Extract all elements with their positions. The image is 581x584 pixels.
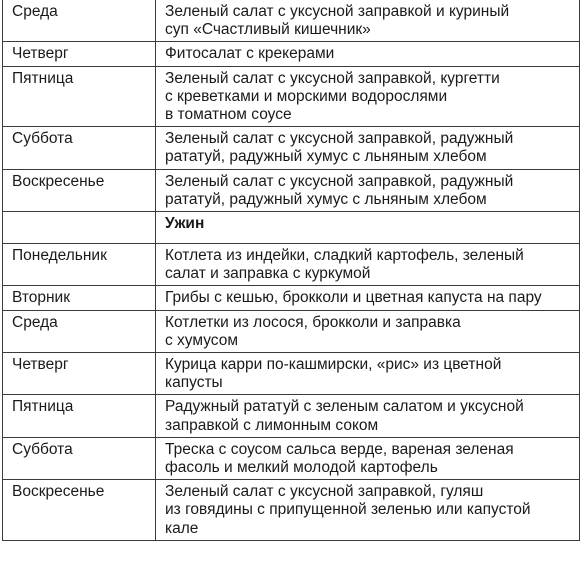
meal-cell bbox=[156, 480, 580, 541]
meal-plan-table bbox=[2, 0, 580, 541]
meal-text-line: Треска с соусом сальса верде, вареная зеленая bbox=[165, 440, 514, 458]
section-empty-cell bbox=[3, 212, 156, 244]
table-row bbox=[3, 310, 580, 352]
meal-text-line: капусты bbox=[165, 374, 223, 392]
section-title: Ужин bbox=[156, 212, 580, 244]
meal-text-line: Зеленый салат с уксусной заправкой, радужный bbox=[165, 130, 514, 148]
meal-text-line: Зеленый салат с уксусной заправкой, радужный bbox=[165, 172, 514, 190]
table-row bbox=[3, 244, 580, 286]
meal-cell bbox=[156, 66, 580, 127]
table-row bbox=[3, 286, 580, 310]
table-row bbox=[3, 169, 580, 211]
meal-text-line: рататуй, радужный хумус с льняным хлебом bbox=[165, 190, 487, 208]
table-row bbox=[3, 0, 580, 42]
meal-text-line: с хумусом bbox=[165, 331, 238, 349]
table-row bbox=[3, 353, 580, 395]
table-row bbox=[3, 395, 580, 437]
table-row bbox=[3, 437, 580, 479]
day-cell: Пятница bbox=[3, 395, 156, 437]
meal-text-line: Зеленый салат с уксусной заправкой и куриный bbox=[165, 3, 510, 20]
meal-text-line: Котлета из индейки, сладкий картофель, зеленый bbox=[165, 247, 524, 265]
meal-text-line: салат и заправка с куркумой bbox=[165, 265, 371, 283]
day-cell: Вторник bbox=[3, 286, 156, 310]
meal-cell bbox=[156, 353, 580, 395]
meal-text-line: Грибы с кешью, брокколи и цветная капуста на пару bbox=[165, 289, 542, 307]
meal-text-line: в томатном соусе bbox=[165, 106, 292, 124]
meal-text-line: Зеленый салат с уксусной заправкой, кургетти bbox=[165, 69, 500, 87]
day-cell: Четверг bbox=[3, 353, 156, 395]
meal-text-line: заправкой с лимонным соком bbox=[165, 416, 379, 434]
meal-text-line: Котлетки из лосося, брокколи и заправка bbox=[165, 313, 461, 331]
meal-plan-table-body bbox=[3, 0, 580, 540]
meal-text-line: Фитосалат с крекерами bbox=[165, 45, 335, 63]
section-header-row bbox=[3, 212, 580, 244]
meal-cell bbox=[156, 42, 580, 66]
table-row bbox=[3, 42, 580, 66]
meal-text-line: Курица карри по-кашмирски, «рис» из цветной bbox=[165, 356, 502, 374]
meal-cell bbox=[156, 127, 580, 169]
day-cell: Понедельник bbox=[3, 244, 156, 286]
day-cell: Суббота bbox=[3, 437, 156, 479]
meal-text-line: с креветками и морскими водорослями bbox=[165, 87, 448, 105]
meal-cell bbox=[156, 244, 580, 286]
day-cell: Четверг bbox=[3, 42, 156, 66]
meal-text-line: из говядины с припущенной зеленью или капустой bbox=[165, 501, 531, 519]
day-cell: Воскресенье bbox=[3, 480, 156, 541]
meal-text-line: фасоль и мелкий молодой картофель bbox=[165, 459, 438, 477]
meal-cell bbox=[156, 169, 580, 211]
day-cell: Воскресенье bbox=[3, 169, 156, 211]
meal-text-line: суп «Счастливый кишечник» bbox=[165, 21, 371, 39]
meal-cell bbox=[156, 286, 580, 310]
day-cell: Суббота bbox=[3, 127, 156, 169]
meal-text-line: Радужный рататуй с зеленым салатом и уксусной bbox=[165, 398, 524, 416]
day-cell: Среда bbox=[3, 310, 156, 352]
table-row bbox=[3, 66, 580, 127]
meal-cell bbox=[156, 437, 580, 479]
day-cell: Среда bbox=[3, 0, 156, 42]
meal-cell bbox=[156, 0, 580, 42]
meal-cell bbox=[156, 395, 580, 437]
day-cell: Пятница bbox=[3, 66, 156, 127]
meal-text-line: рататуй, радужный хумус с льняным хлебом bbox=[165, 148, 487, 166]
table-row bbox=[3, 480, 580, 541]
meal-text-line: кале bbox=[165, 519, 199, 537]
table-row bbox=[3, 127, 580, 169]
meal-cell bbox=[156, 310, 580, 352]
meal-text-line: Зеленый салат с уксусной заправкой, гуляш bbox=[165, 483, 484, 501]
